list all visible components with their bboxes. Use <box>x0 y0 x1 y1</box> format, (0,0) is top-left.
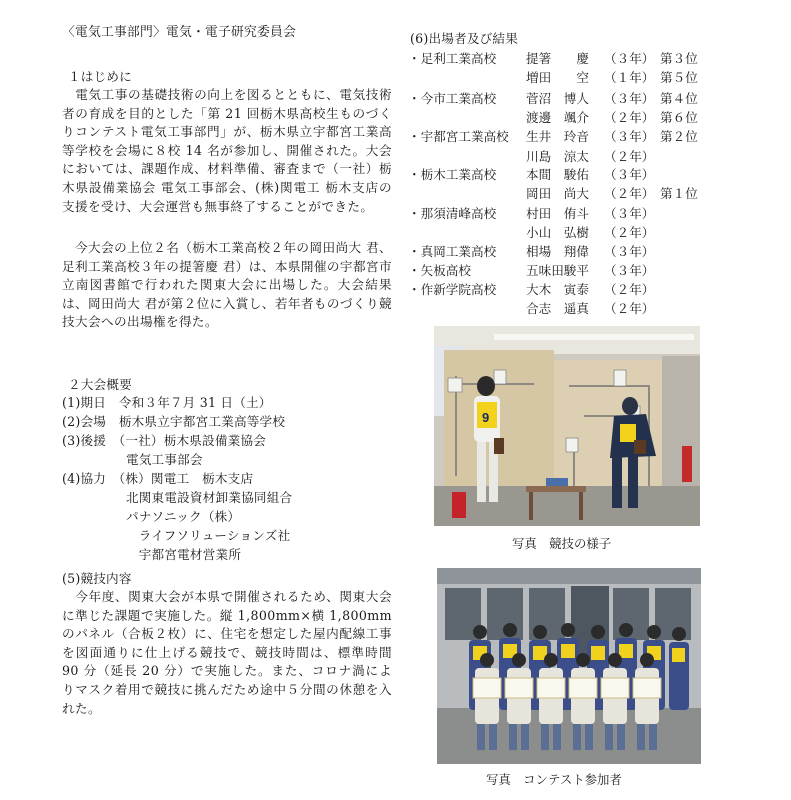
competition-photo <box>434 326 700 526</box>
participants-photo <box>437 568 701 764</box>
result-row <box>408 300 738 318</box>
school-name: ・矢板高校 <box>408 263 471 278</box>
bib-number: 9 <box>482 410 490 425</box>
student-rank: 第５位 <box>660 70 698 85</box>
student-name: 菅沼 博人 <box>526 91 589 106</box>
student-name: 生井 玲音 <box>526 129 589 144</box>
student-grade: （３年） <box>604 263 655 278</box>
student-name: 相場 翔偉 <box>526 244 589 259</box>
result-row <box>408 109 738 127</box>
result-row <box>408 205 738 223</box>
outline-line: パナソニック（株） <box>62 509 241 524</box>
outline-line: (1)期日 令和３年７月 31 日（土） <box>62 395 272 410</box>
student-name: 大木 寅泰 <box>526 282 589 297</box>
competition-photo-caption: 写真 競技の様子 <box>512 536 612 551</box>
student-grade: （３年） <box>604 51 655 66</box>
student-grade: （２年） <box>604 110 655 125</box>
student-name: 岡田 尚大 <box>526 186 589 201</box>
student-rank: 第６位 <box>660 110 698 125</box>
outline-line: 宇都宮電材営業所 <box>62 547 242 562</box>
student-name: 村田 侑斗 <box>526 206 589 221</box>
school-name: ・作新学院高校 <box>408 282 497 297</box>
student-grade: （３年） <box>604 129 655 144</box>
result-row <box>408 262 738 280</box>
section-heading-outline: ２大会概要 <box>68 377 132 392</box>
student-grade: （３年） <box>604 244 655 259</box>
participants-photo-caption: 写真 コンテスト参加者 <box>486 772 622 787</box>
result-row <box>408 185 738 203</box>
result-row <box>408 166 738 184</box>
result-row <box>408 90 738 108</box>
article-title: 〈電気工事部門〉電気・電子研究委員会 <box>62 25 296 40</box>
student-rank: 第４位 <box>660 91 698 106</box>
student-name: 川島 涼太 <box>526 149 589 164</box>
student-name: 本間 駿佑 <box>526 167 589 182</box>
student-grade: （３年） <box>604 91 655 106</box>
result-row <box>408 224 738 242</box>
student-name: 増田 空 <box>526 70 589 85</box>
student-rank: 第１位 <box>660 186 698 201</box>
outline-line: (2)会場 栃木県立宇都宮工業高等学校 <box>62 414 286 429</box>
student-rank: 第２位 <box>660 129 698 144</box>
student-grade: （２年） <box>604 282 655 297</box>
student-grade: （１年） <box>604 70 655 85</box>
result-row <box>408 128 738 146</box>
student-name: 提箸 慶 <box>526 51 589 66</box>
result-row <box>408 243 738 261</box>
result-row <box>408 148 738 166</box>
outline-line: ライフソリューションズ社 <box>62 528 291 543</box>
outline-line: (3)後援 （一社）栃木県設備業協会 <box>62 433 267 448</box>
school-name: ・栃木工業高校 <box>408 167 497 182</box>
student-grade: （２年） <box>604 186 655 201</box>
school-name: ・宇都宮工業高校 <box>408 129 509 144</box>
intro-paragraph-2: 今大会の上位２名（栃木工業高校２年の岡田尚大 君、足利工業高校３年の提箸慶 君）は、本県開催の宇都宮市立南図書館で行われた関東大会に出場した。大会結果は、岡田尚大 君が第２位に入賞し、若年者ものづくり競技大会への出場権を得た。 <box>62 240 392 330</box>
outline-line: 電気工事部会 <box>62 452 203 467</box>
student-grade: （３年） <box>604 167 655 182</box>
student-grade: （２年） <box>604 149 655 164</box>
section-heading-intro: １はじめに <box>68 69 132 84</box>
student-grade: （２年） <box>604 301 655 316</box>
outline-line: (4)協力 （株）関電工 栃木支店 <box>62 471 254 486</box>
school-name: ・真岡工業高校 <box>408 244 497 259</box>
result-row <box>408 69 738 87</box>
student-name: 渡邊 颯介 <box>526 110 589 125</box>
result-row <box>408 50 738 68</box>
student-rank: 第３位 <box>660 51 698 66</box>
results-heading: (6)出場者及び結果 <box>410 31 518 46</box>
student-name: 合志 遥真 <box>526 301 589 316</box>
school-name: ・那須清峰高校 <box>408 206 497 221</box>
result-row <box>408 281 738 299</box>
student-grade: （３年） <box>604 206 655 221</box>
school-name: ・足利工業高校 <box>408 51 497 66</box>
intro-paragraph-1: 電気工事の基礎技術の向上を図るとともに、電気技術者の育成を目的とした「第 21 回栃木県高校生ものづくりコンテスト電気工事部門」が、栃木県立宇都宮工業高等学校を会場に８校 14 名が参加し、開催された。大会においては、課題作成、材料準備、審査まで（一社）栃木県設備業協会 電気工事部会、(株)関電工 栃木支店の支援を受け、大会運営も無事終了することができた。 <box>62 87 392 214</box>
contest-paragraph: 今年度、関東大会が本県で開催されるため、関東大会に準じた課題で実施した。縦 1,800mm×横 1,800mm のパネル（合板２枚）に、住宅を想定した屋内配線工事を図面通りに仕上げる競技で、競技時間は、標準時間 90 分（延長 20 分）で実施した。また、コロナ渦によりマスク着用で競技に挑んだため途中５分間の休憩を入れた。 <box>62 589 392 716</box>
section-heading-contest: (5)競技内容 <box>62 571 132 586</box>
school-name: ・今市工業高校 <box>408 91 497 106</box>
student-name: 小山 弘樹 <box>526 225 589 240</box>
student-name: 五味田駿平 <box>526 263 589 278</box>
outline-line: 北関東電設資材卸業協同組合 <box>62 490 293 505</box>
student-grade: （２年） <box>604 225 655 240</box>
